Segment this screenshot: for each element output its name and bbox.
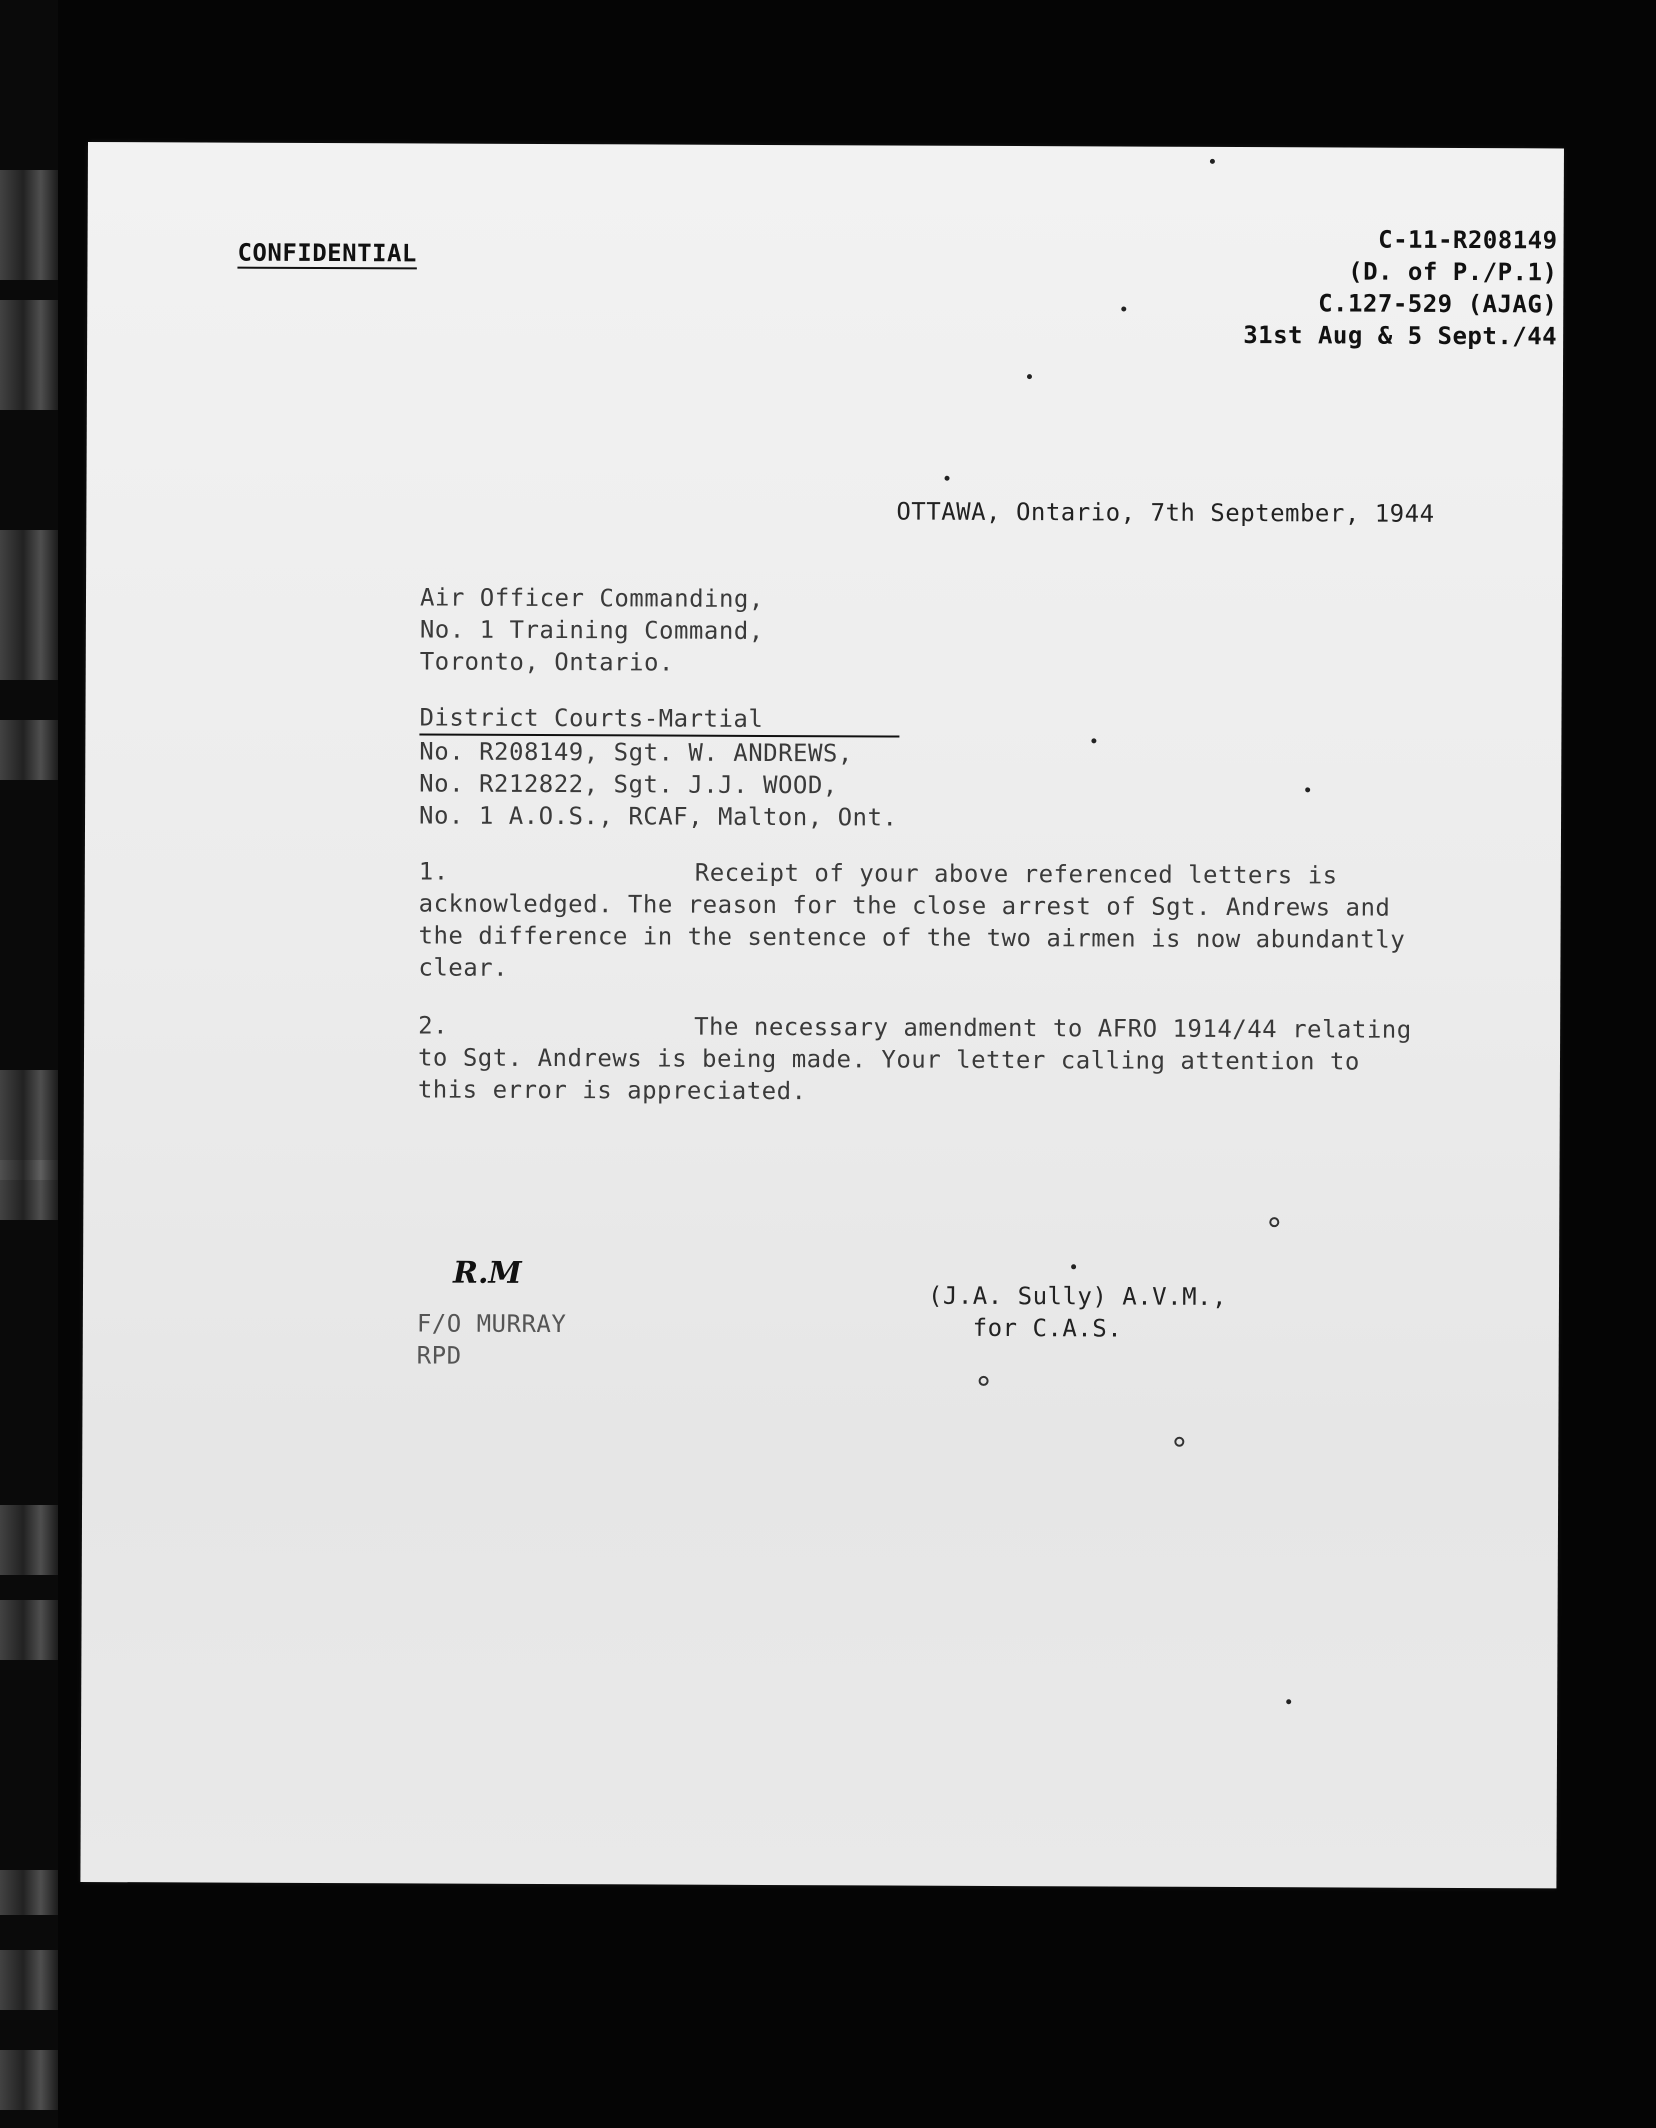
film-frame (0, 300, 58, 410)
signature-for-line: for C.A.S. (927, 1313, 1123, 1343)
reference-line: 31st Aug & 5 Sept./44 (1243, 321, 1558, 351)
ink-speck (1305, 787, 1310, 792)
subject-line: No. 1 A.O.S., RCAF, Malton, Ont. (419, 801, 898, 832)
film-frame (0, 530, 58, 680)
subject-block (419, 701, 900, 833)
paragraph-1 (418, 855, 1419, 987)
subject-line: No. R208149, Sgt. W. ANDREWS, (419, 737, 853, 768)
ink-speck (1121, 307, 1126, 312)
film-frame (0, 1505, 58, 1575)
film-frame (0, 170, 58, 280)
film-frame (0, 1600, 58, 1660)
dateline: OTTAWA, Ontario, 7th September, 1944 (896, 497, 1435, 528)
subject-title: District Courts-Martial (419, 701, 899, 737)
film-frame (0, 2050, 58, 2110)
ink-speck (1174, 1437, 1184, 1447)
reference-line: C.127-529 (AJAG) (1318, 289, 1558, 319)
copy-to-line: RPD (416, 1341, 462, 1370)
film-frame (0, 1160, 58, 1220)
handwritten-initials: R.M (452, 1255, 522, 1291)
reference-block (1243, 223, 1557, 352)
ink-speck (945, 476, 950, 481)
film-frame (0, 1950, 58, 2010)
ink-speck (1210, 159, 1215, 164)
reference-line: C-11-R208149 (1378, 225, 1558, 255)
addressee-line: Air Officer Commanding, (419, 583, 764, 613)
paragraph-2 (418, 1009, 1418, 1109)
letter-page (80, 142, 1564, 1888)
paragraph-number: 1. (418, 857, 449, 886)
paragraph-number: 2. (418, 1011, 449, 1040)
film-frame (0, 720, 58, 780)
film-strip-edge (0, 0, 58, 2128)
classification-heading: CONFIDENTIAL (237, 238, 417, 268)
ink-speck (1091, 738, 1096, 743)
film-frame (0, 1870, 58, 1915)
paragraph-text: The necessary amendment to AFRO 1914/44 relating to Sgt. Andrews is being made. Your letter calling attention to this error is appreciated. (417, 1012, 1412, 1106)
ink-speck (979, 1376, 989, 1386)
addressee-block (420, 581, 764, 678)
addressee-line: No. 1 Training Command, (419, 615, 764, 645)
signature-block (928, 1280, 1227, 1345)
addressee-line: Toronto, Ontario. (419, 647, 674, 677)
ink-speck (1286, 1699, 1291, 1704)
ink-speck (1269, 1217, 1279, 1227)
ink-speck (1027, 374, 1032, 379)
subject-line: No. R212822, Sgt. J.J. WOOD, (419, 769, 838, 800)
copy-to-block (417, 1307, 567, 1372)
ink-speck (1071, 1264, 1076, 1269)
reference-line: (D. of P./P.1) (1348, 257, 1558, 287)
copy-to-line: F/O MURRAY (416, 1309, 567, 1339)
signature-name: (J.A. Sully) A.V.M., (927, 1281, 1228, 1311)
paragraph-text: Receipt of your above referenced letters is acknowledged. The reason for the close arrest of Sgt. Andrews and the difference in the sentence of the two airmen is now abundantly clear. (418, 858, 1406, 982)
